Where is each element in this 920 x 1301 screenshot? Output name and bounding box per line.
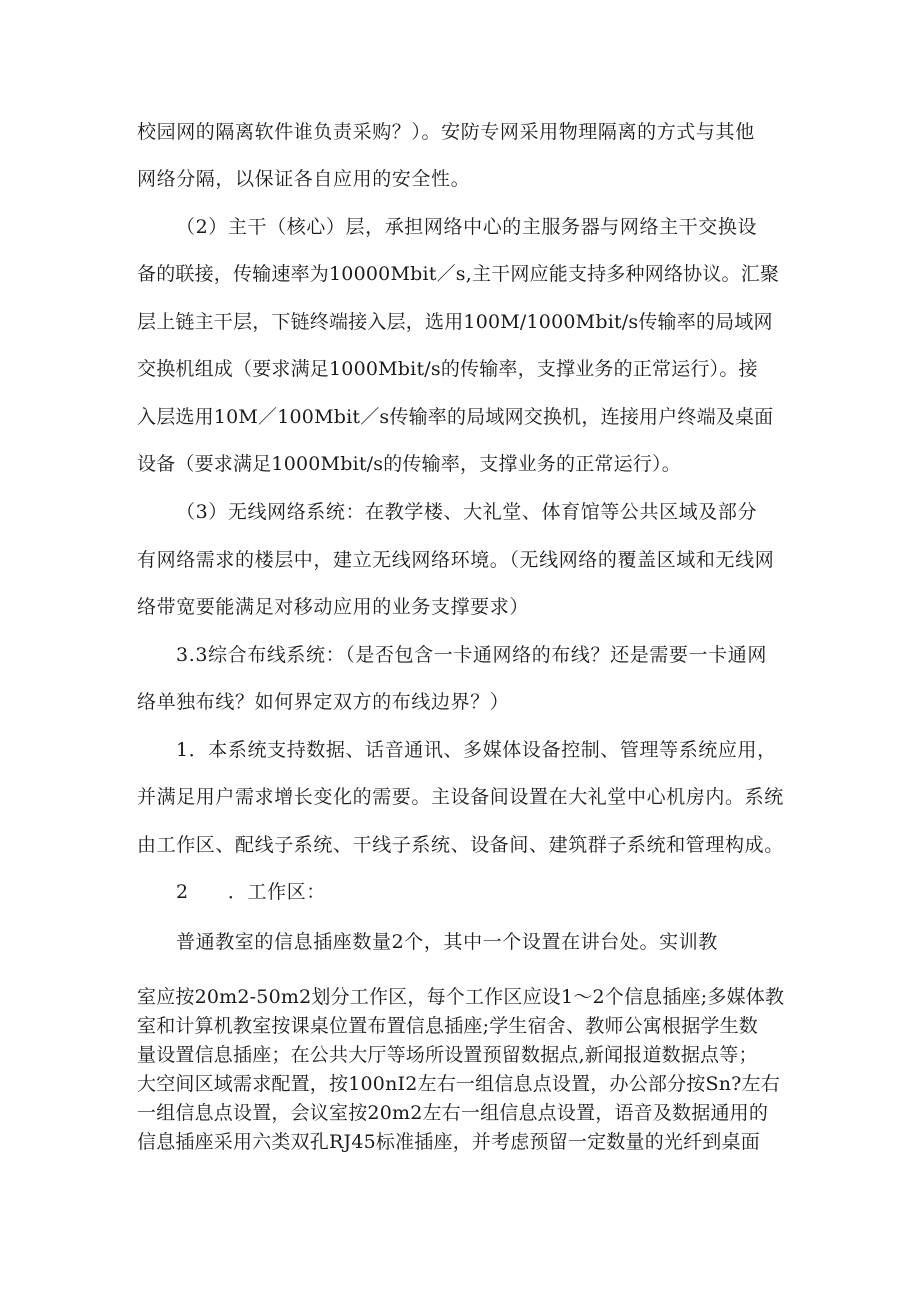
text-line: 有网络需求的楼层中，建立无线网络环境。（无线网络的覆盖区域和无线网: [137, 549, 775, 571]
text-line: 室应按20m2-50m2划分工作区，每个工作区应设1～2个信息插座;多媒体教: [137, 986, 785, 1008]
text-line: 校园网的隔离软件谁负责采购？）。安防专网采用物理隔离的方式与其他: [137, 121, 755, 143]
text-line: （2）主干（核心）层，承担网络中心的主服务器与网络主干交换设: [176, 216, 758, 238]
text-line: 络单独布线？如何界定双方的布线边界？）: [137, 691, 510, 713]
text-line: 一组信息点设置，会议室按20m2左右一组信息点设置，语音及数据通用的: [137, 1102, 769, 1124]
text-line: 入层选用10M／100Mbit／s传输率的局域网交换机，连接用户终端及桌面: [137, 406, 774, 428]
text-line: 信息插座采用六类双孔RJ45标准插座，并考虑预留一定数量的光纤到桌面: [137, 1131, 760, 1153]
text-line: 设备（要求满足1000Mbit/s的传输率，支撑业务的正常运行）。: [137, 453, 681, 475]
section-heading: 3.3综合布线系统：（是否包含一卡通网络的布线？还是需要一卡通网: [176, 644, 767, 666]
text-line: 交换机组成（要求满足1000Mbit/s的传输率，支撑业务的正常运行）。接: [137, 358, 758, 380]
text-line: 量设置信息插座；在公共大厅等场所设置预留数据点,新闻报道数据点等；: [137, 1044, 758, 1066]
text-line: 普通教室的信息插座数量2个，其中一个设置在讲台处。实训教: [176, 931, 718, 953]
text-line: 层上链主干层，下链终端接入层，选用100M/1000Mbit/s传输率的局域网: [137, 311, 773, 333]
text-line: 网络分隔，以保证各自应用的安全性。: [137, 168, 471, 190]
text-line: （3）无线网络系统：在教学楼、大礼堂、体育馆等公共区域及部分: [176, 501, 758, 523]
text-line: 大空间区域需求配置，按100nI2左右一组信息点设置，办公部分按Sn?左右: [137, 1073, 780, 1095]
text-line: 由工作区、配线子系统、干线子系统、设备间、建筑群子系统和管理构成。: [137, 834, 784, 856]
text-line: 并满足用户需求增长变化的需要。主设备间设置在大礼堂中心机房内。系统: [137, 786, 784, 808]
text-line: 1．本系统支持数据、话音通讯、多媒体设备控制、管理等系统应用，: [176, 739, 777, 761]
text-line: 备的联接，传输速率为10000Mbit／s,主干网应能支持多种网络协议。汇聚: [137, 263, 780, 285]
text-line: 络带宽要能满足对移动应用的业务支撑要求）: [137, 596, 530, 618]
subsection-heading: 2 ．工作区：: [176, 881, 326, 903]
text-line: 室和计算机教室按课桌位置布置信息插座;学生宿舍、教师公寓根据学生数: [137, 1015, 759, 1037]
